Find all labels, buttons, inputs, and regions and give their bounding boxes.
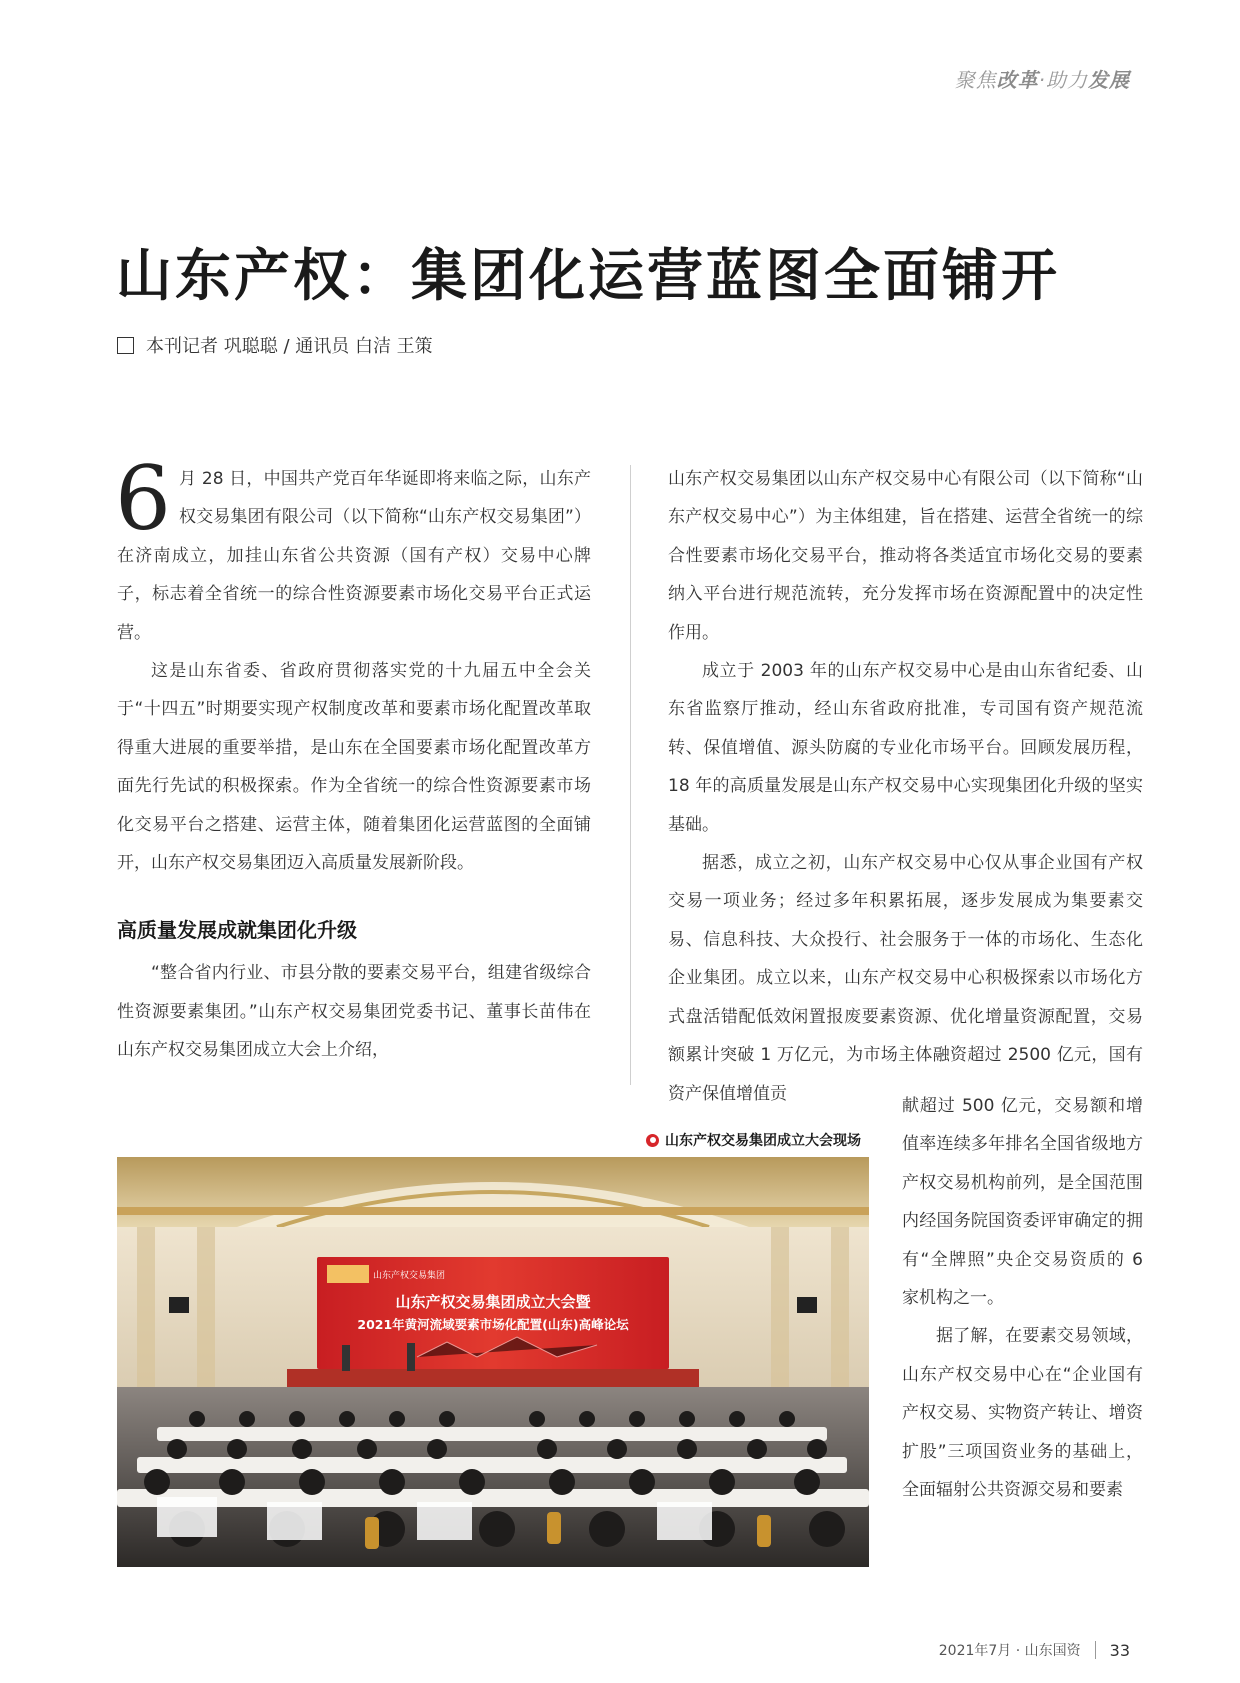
paragraph-continued: 献超过 500 亿元，交易额和增值率连续多年排名全国省级地方产权交易机构前列，是全国范围内经国务院国资委评审确定的拥有“全牌照”央企交易资质的 6 家机构之一。 <box>902 1096 1143 1309</box>
caption-logo-icon <box>646 1134 659 1147</box>
paragraph-lead <box>115 447 591 652</box>
photo-caption-text: 山东产权交易集团成立大会现场 <box>665 1133 861 1149</box>
event-photo <box>117 1157 869 1567</box>
dropcap: 6 <box>115 447 171 550</box>
paragraph: “整合省内行业、市县分散的要素交易平台，组建省级综合性资源要素集团。”山东产权交易集团党委书记、董事长苗伟在山东产权交易集团成立大会上介绍， <box>117 963 591 1061</box>
section-tag-part4: 发展 <box>1088 68 1130 92</box>
paragraph: 这是山东省委、省政府贯彻落实党的十九届五中全会关于“十四五”时期要实现产权制度改革和要素市场化配置改革取得重大进展的重要举措，是山东在全国要素市场化配置改革方面先行先试的积极探索。作为全省统一的综合性资源要素市场化交易平台之搭建、运营主体，随着集团化运营蓝图的全面铺开，山东产权交易集团迈入高质量发展新阶段。 <box>117 661 591 874</box>
banner-logo-text: 山东产权交易集团 <box>373 1271 446 1281</box>
footer-issue: 2021年7月 · 山东国资 <box>938 1643 1081 1659</box>
paragraph: 成立于 2003 年的山东产权交易中心是由山东省纪委、山东省监察厅推动，经山东省政府批准，专司国有资产规范流转、保值增值、源头防腐的专业化市场平台。回顾发展历程，18 年的高质量发展是山东产权交易中心实现集团化升级的坚实基础。 <box>668 661 1143 835</box>
left-column <box>115 447 591 1070</box>
wrap-column <box>902 1087 1143 1509</box>
byline <box>117 332 433 358</box>
byline-box-icon <box>117 337 134 354</box>
section-heading: 高质量发展成就集团化升级 <box>117 918 357 943</box>
section-tag <box>955 64 1130 93</box>
banner-line2: 2021年黄河流域要素市场化配置(山东)高峰论坛 <box>357 1317 629 1332</box>
event-photo-illustration <box>117 1157 869 1567</box>
paragraph: 据了解，在要素交易领域，山东产权交易中心在“企业国有产权交易、实物资产转让、增资扩股”三项国资业务的基础上，全面辐射公共资源交易和要素 <box>902 1326 1143 1501</box>
photo-caption <box>646 1130 861 1150</box>
article-title: 山东产权：集团化运营蓝图全面铺开 <box>116 243 1060 309</box>
section-tag-part1: 聚焦 <box>954 68 997 92</box>
byline-text: 本刊记者 巩聪聪 / 通讯员 白洁 王策 <box>146 336 433 357</box>
page-footer <box>939 1640 1130 1660</box>
banner-line1: 山东产权交易集团成立大会暨 <box>395 1293 591 1311</box>
paragraph-lead-text: 月 28 日，中国共产党百年华诞即将来临之际，山东产权交易集团有限公司（以下简称“山东产权交易集团”）在济南成立，加挂山东省公共资源（国有产权）交易中心牌子，标志着全省统一的综合性资源要素市场化交易平台正式运营。 <box>117 469 591 643</box>
page-number: 33 <box>1109 1640 1130 1660</box>
section-tag-part2: 改革 <box>996 68 1039 92</box>
right-column <box>668 460 1143 1113</box>
paragraph: 据悉，成立之初，山东产权交易中心仅从事企业国有产权交易一项业务；经过多年积累拓展，逐步发展成为集要素交易、信息科技、大众投行、社会服务于一体的市场化、生态化企业集团。成立以来，山东产权交易中心积极探索以市场化方式盘活错配低效闲置报废要素资源、优化增量资源配置，交易额累计突破 1 万亿元，为市场主体融资超过 2500 亿元，国有资产保值增值贡 <box>668 853 1143 1104</box>
section-tag-part3: ·助力 <box>1038 68 1088 92</box>
column-divider <box>630 465 631 1085</box>
paragraph: 山东产权交易集团以山东产权交易中心有限公司（以下简称“山东产权交易中心”）为主体组建，旨在搭建、运营全省统一的综合性要素市场化交易平台，推动将各类适宜市场化交易的要素纳入平台进行规范流转，充分发挥市场在资源配置中的决定性作用。 <box>668 469 1143 643</box>
footer-divider <box>1095 1641 1096 1659</box>
